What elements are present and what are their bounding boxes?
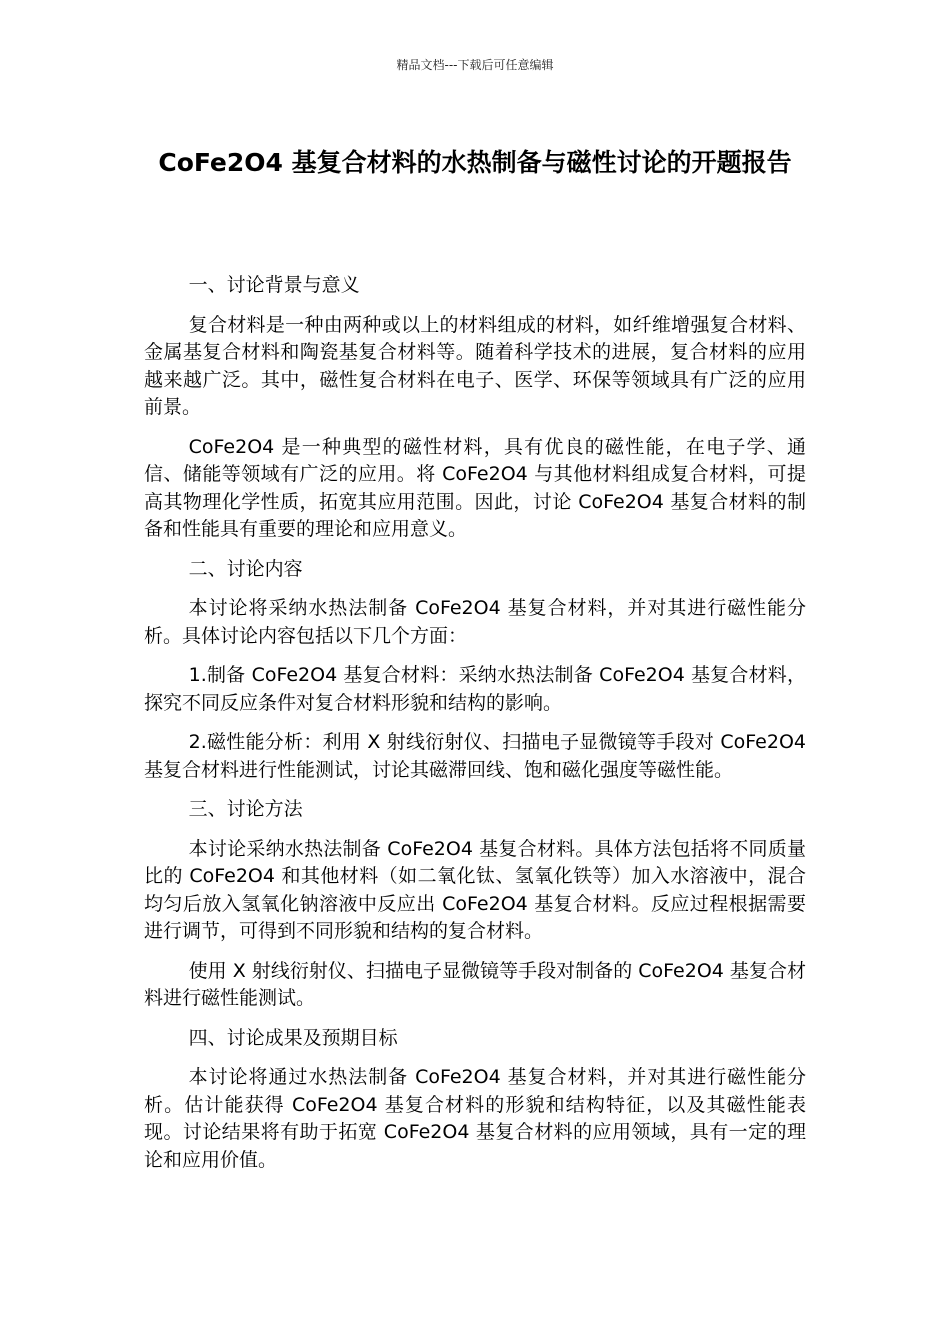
document-body	[144, 272, 806, 1186]
paragraph: 本讨论将采纳水热法制备 CoFe2O4 基复合材料，并对其进行磁性能分析。具体讨论内容包括以下几个方面：	[144, 597, 806, 647]
paragraph: CoFe2O4 是一种典型的磁性材料，具有优良的磁性能，在电子学、通信、储能等领域有广泛的应用。将 CoFe2O4 与其他材料组成复合材料，可提高其物理化学性质，拓宽其应用范围。因此，讨论 CoFe2O4 基复合材料的制备和性能具有重要的理论和应用意义。	[144, 435, 806, 540]
section-heading: 二、讨论内容	[188, 557, 303, 580]
paragraph: 复合材料是一种由两种或以上的材料组成的材料，如纤维增强复合材料、金属基复合材料和陶瓷基复合材料等。随着科学技术的进展，复合材料的应用越来越广泛。其中，磁性复合材料在电子、医学、环保等领域具有广泛的应用前景。	[144, 313, 806, 418]
section-content	[144, 556, 806, 785]
section-background	[144, 272, 806, 544]
list-item: 2.磁性能分析：利用 X 射线衍射仪、扫描电子显微镜等手段对 CoFe2O4 基复合材料进行性能测试，讨论其磁滞回线、饱和磁化强度等磁性能。	[144, 731, 806, 781]
section-heading: 三、讨论方法	[188, 798, 303, 820]
section-method	[144, 796, 806, 1013]
section-results	[144, 1025, 806, 1175]
list-item: 1.制备 CoFe2O4 基复合材料：采纳水热法制备 CoFe2O4 基复合材料，探究不同反应条件对复合材料形貌和结构的影响。	[144, 664, 806, 714]
section-heading: 一、讨论背景与意义	[188, 274, 360, 296]
paragraph: 本讨论将通过水热法制备 CoFe2O4 基复合材料，并对其进行磁性能分析。估计能获得 CoFe2O4 基复合材料的形貌和结构特征，以及其磁性能表现。讨论结果将有助于拓宽 CoFe2O4 基复合材料的应用领域，具有一定的理论和应用价值。	[144, 1066, 806, 1171]
document-title: CoFe2O4 基复合材料的水热制备与磁性讨论的开题报告	[158, 148, 792, 177]
header-note: 精品文档---下载后可任意编辑	[396, 58, 554, 72]
paragraph: 使用 X 射线衍射仪、扫描电子显微镜等手段对制备的 CoFe2O4 基复合材料进行磁性能测试。	[144, 959, 806, 1009]
section-heading: 四、讨论成果及预期目标	[188, 1026, 398, 1049]
paragraph: 本讨论采纳水热法制备 CoFe2O4 基复合材料。具体方法包括将不同质量比的 CoFe2O4 和其他材料（如二氧化钛、氢氧化铁等）加入水溶液中，混合均匀后放入氢氧化钠溶液中反应出 CoFe2O4 基复合材料。反应过程根据需要进行调节，可得到不同形貌和结构的复合材料。	[144, 837, 806, 942]
